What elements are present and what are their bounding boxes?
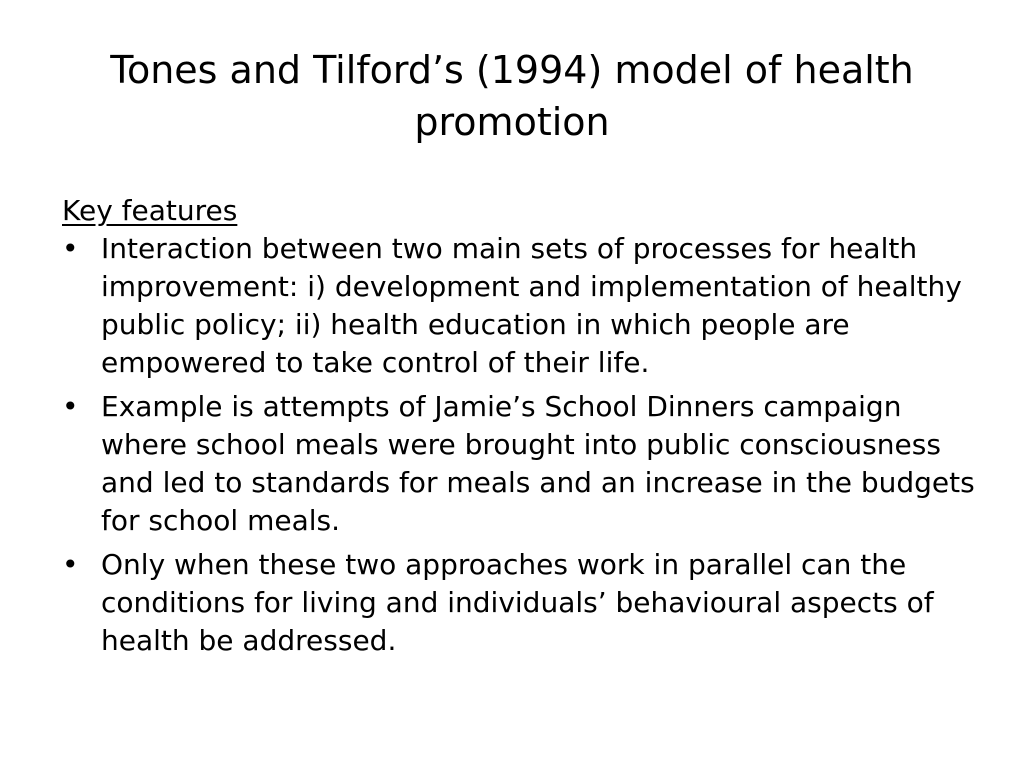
bullet-dot-icon: •: [62, 548, 79, 581]
section-heading: Key features: [62, 194, 238, 227]
slide-body: [62, 192, 977, 666]
slide-title: Tones and Tilford’s (1994) model of health promotion: [110, 48, 914, 145]
bullet-text: Interaction between two main sets of processes for health improvement: i) development and implementation of healthy public policy; ii) health education in which people are empowered to take control of their life.: [101, 232, 962, 379]
bullet-list: [62, 230, 977, 660]
bullet-dot-icon: •: [62, 232, 79, 265]
bullet-dot-icon: •: [62, 390, 79, 423]
bullet-text: Only when these two approaches work in parallel can the conditions for living and individuals’ behavioural aspects of health be addressed.: [101, 548, 934, 657]
bullet-text: Example is attempts of Jamie’s School Dinners campaign where school meals were brought into public consciousness and led to standards for meals and an increase in the budgets for school meals.: [101, 390, 975, 537]
bullet-item: [62, 230, 977, 382]
bullet-item: [62, 388, 977, 540]
bullet-item: [62, 546, 977, 660]
